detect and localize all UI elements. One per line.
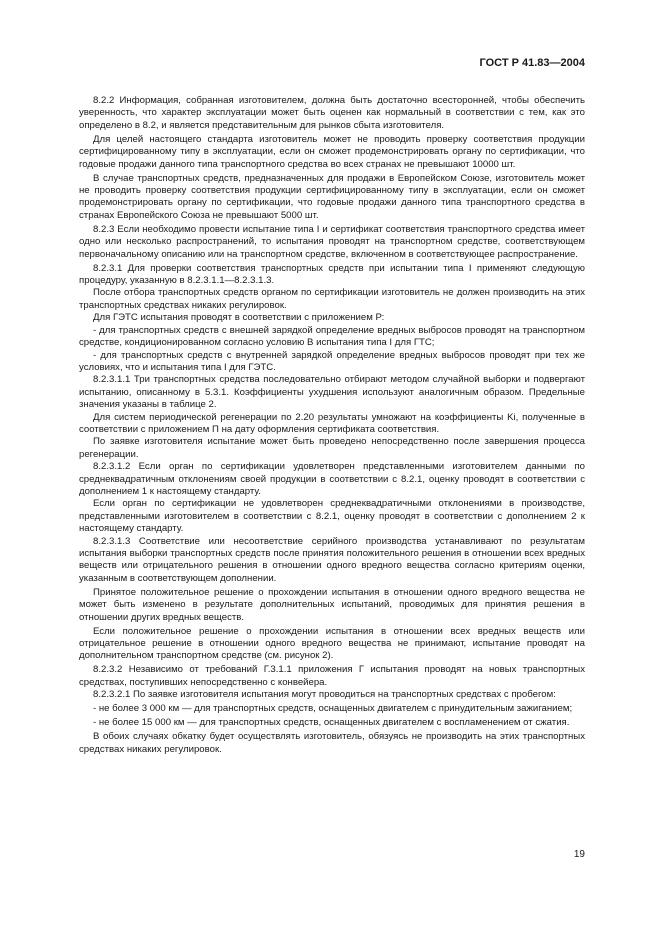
paragraph: 8.2.3.1 Для проверки соответствия транспортных средств при испытании типа I применяют следующую процедуру, указанную в 8.2.3.1.1—8.2.3.1.3.	[79, 262, 585, 287]
paragraph: Если положительное решение о прохождении испытания в отношении всех вредных веществ или отрицательное решение в отношении одного вредного вещества не принимают, испытание проводят на дополнительном транспортном средстве (см. рисунок 2).	[79, 625, 585, 662]
paragraph: После отбора транспортных средств органом по сертификации изготовитель не должен производить на этих транспортных средствах никаких регулировок.	[79, 287, 585, 311]
paragraph: 8.2.3.2.1 По заявке изготовителя испытания могут проводиться на транспортных средствах с пробегом:	[93, 689, 556, 701]
paragraph: Если орган по сертификации не удовлетворен среднеквадратичными отклонениями в производстве, представленными изготовителем в соответствии с 8.2.1, оценку проводят в соответствии с дополнением 2 к настоящему стандарту.	[79, 498, 585, 535]
document-body	[79, 95, 585, 758]
paragraph: 8.2.3.1.2 Если орган по сертификации удовлетворен представленными изготовителем данными по среднеквадратичным отклонениям своей продукции в соответствии с 8.2.1, оценку проводят в соответствии с дополнением 1 к настоящему стандарту.	[79, 461, 585, 497]
paragraph: В обоих случаях обкатку будет осуществлять изготовитель, обязуясь не производить на этих транспортных средствах никаких регулировок.	[79, 731, 585, 755]
paragraph: 8.2.3 Если необходимо провести испытание типа I и сертификат соответствия транспортного средства имеет одно или несколько распространений, то испытания проводят на транспортном средстве, соответствующем первоначальному описанию или на транспортном средстве, включенном в соответствующее распространение.	[79, 223, 585, 260]
paragraph: 8.2.3.1.1 Три транспортных средства последовательно отбирают методом случайной выборки и подвергают испытанию, описанному в 5.3.1. Коэффициенты ухудшения используют аналогичным образом. Предельные значения указаны в таблице 2.	[79, 374, 585, 411]
paragraph: Для ГЭТС испытания проводят в соответствии с приложением Р:	[93, 312, 385, 324]
paragraph: Принятое положительное решение о прохождении испытания в отношении одного вредного вещества не может быть изменено в результате дополнительных испытаний, проводимых для принятия решения в отношении других вредных веществ.	[79, 586, 585, 623]
list-item: - для транспортных средств с внешней зарядкой определение вредных выбросов проводят на транспортном средстве, кондиционированном согласно условию В испытания типа I для ГТС;	[79, 324, 585, 349]
document-code: ГОСТ Р 41.83—2004	[479, 57, 585, 69]
paragraph: 8.2.2 Информация, собранная изготовителем, должна быть достаточно всесторонней, чтобы обеспечить уверенность, что характер эксплуатации может быть оценен как нормальный в соответствии с тем, как это определено в 8.2, и является представительным для рынков сбыта изготовителя.	[79, 95, 585, 131]
paragraph: По заявке изготовителя испытание может быть проведено непосредственно после завершения процесса регенерации.	[79, 436, 585, 460]
paragraph: 8.2.3.2 Независимо от требований Г.3.1.1 приложения Г испытания проводят на новых транспортных средствах, поступивших непосредственно с конвейера.	[79, 664, 585, 688]
page-number: 19	[573, 849, 585, 860]
list-item: - не более 3 000 км — для транспортных средств, оснащенных двигателем с принудительным зажиганием;	[93, 703, 573, 715]
paragraph: 8.2.3.1.3 Соответствие или несоответствие серийного производства устанавливают по результатам испытания выборки транспортных средств после принятия положительного решения в отношении всех вредных веществ или отрицательного решения в отношении одного вредного вещества согласно критериям оценки, указанным в соответствующем дополнении.	[79, 535, 585, 584]
paragraph: Для целей настоящего стандарта изготовитель может не проводить проверку соответствия продукции сертифицированному типу в эксплуатации, если он сможет продемонстрировать органу по сертификации, что годовые продажи данного типа транспортного средства во всех странах не превышают 10000 шт.	[79, 133, 585, 170]
paragraph: Для систем периодической регенерации по 2.20 результаты умножают на коэффициенты Ki, полученные в соответствии с приложением П на дату оформления сертификата соответствия.	[79, 411, 585, 435]
paragraph: В случае транспортных средств, предназначенных для продажи в Европейском Союзе, изготовитель может не проводить проверку соответствия продукции сертифицированному типу в эксплуатации, если он сможет продемонстрировать органу по сертификации, что годовые продажи данного типа транспортного средства в странах Европейского Союза не превышают 5000 шт.	[79, 172, 585, 221]
list-item: - для транспортных средств с внутренней зарядкой определение вредных выбросов проводят при тех же условиях, что и испытания типа I для ГЭТС.	[79, 349, 585, 373]
list-item: - не более 15 000 км — для транспортных средств, оснащенных двигателем с воспламенением от сжатия.	[93, 717, 570, 729]
